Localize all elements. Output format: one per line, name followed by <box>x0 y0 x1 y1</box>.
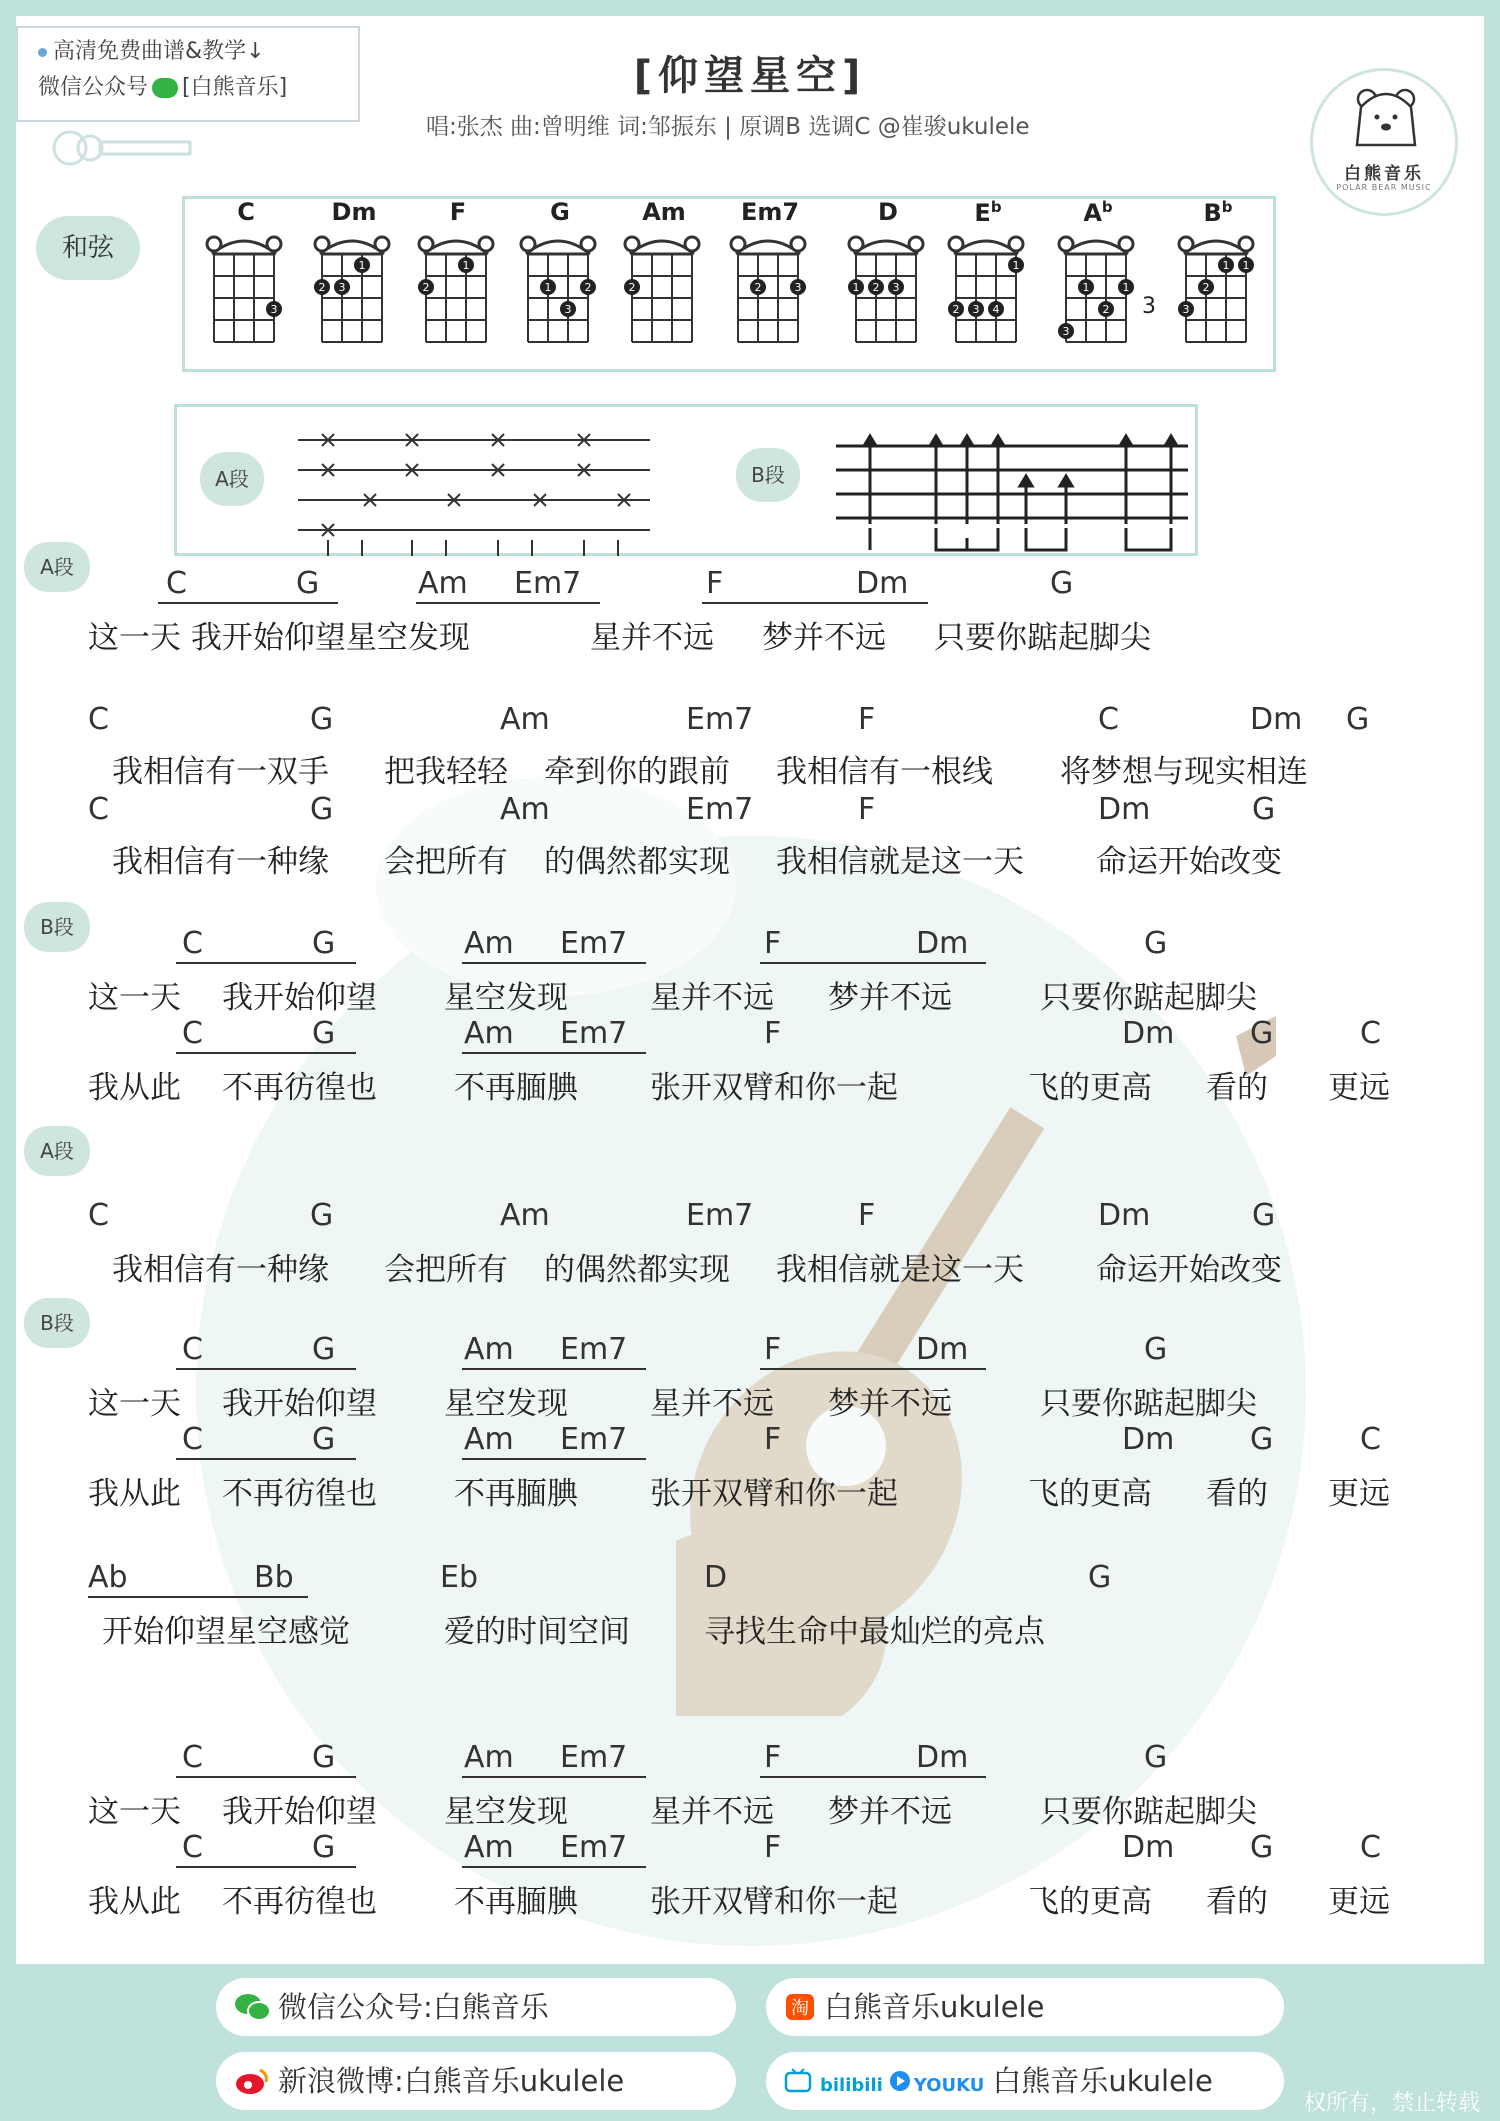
chord-symbol: F <box>764 1740 782 1775</box>
fret-position-marker: 3 <box>1142 294 1156 319</box>
chord-symbol: C <box>166 566 187 601</box>
lyric-text: 我从此 <box>88 1476 181 1512</box>
chord-name <box>846 198 930 226</box>
chord-symbol: Dm <box>1098 1198 1151 1233</box>
weibo-icon <box>234 2066 270 2096</box>
section-b-badge-1: B段 <box>24 902 90 952</box>
logo-subtext: POLAR BEAR MUSIC <box>1336 183 1432 192</box>
chord-underline <box>760 1368 986 1370</box>
chord-underline <box>176 1776 356 1778</box>
lyric-text: 张开双臂和你一起 <box>650 1476 898 1512</box>
strum-pattern-b <box>826 416 1206 556</box>
strum-arrow <box>1120 436 1132 446</box>
chord-section-badge: 和弦 <box>36 216 140 280</box>
finger-number: 2 <box>422 281 430 294</box>
chord-fretboard <box>518 228 602 358</box>
lyric-text: 更远 <box>1328 1884 1390 1920</box>
chord-accidental: b <box>1221 198 1233 216</box>
wechat-icon <box>234 1992 270 2022</box>
finger-number: 1 <box>358 259 366 272</box>
chord-symbol: Am <box>464 1016 514 1051</box>
bilibili-icon <box>784 2068 812 2094</box>
chord-symbol: F <box>858 702 876 737</box>
footer-video-text: 白熊音乐ukulele <box>992 2064 1213 2098</box>
chord-underline <box>158 602 338 604</box>
finger-number: 2 <box>872 281 880 294</box>
chord-name <box>204 198 288 226</box>
chord-symbol: Em7 <box>560 1830 628 1865</box>
chord-fretboard <box>312 228 396 358</box>
chord-symbol: G <box>1088 1560 1112 1595</box>
svg-text:淘: 淘 <box>791 1998 809 2019</box>
finger-number: 4 <box>992 303 1000 316</box>
chord-symbol: Am <box>500 792 550 827</box>
finger-number: 3 <box>794 281 802 294</box>
chord-symbol: G <box>1050 566 1074 601</box>
finger-number: 3 <box>270 303 278 316</box>
strum-arrow <box>1165 436 1177 446</box>
chord-symbol: Dm <box>1122 1830 1175 1865</box>
chord-fretboard <box>622 228 706 358</box>
lyric-text: 不再彷徨也 <box>222 1070 377 1106</box>
strum-arrow <box>961 436 973 446</box>
lyric-text: 梦并不远 <box>762 620 886 656</box>
footer-taobao-pill[interactable] <box>766 1978 1284 2036</box>
chord-fretboard <box>846 228 930 358</box>
chord-symbol: Am <box>418 566 468 601</box>
chord-underline <box>760 962 986 964</box>
chord-symbol: C <box>1360 1830 1381 1865</box>
lyric-text: 星空发现 <box>444 980 568 1016</box>
lyric-text: 这一天 我开始仰望星空发现 <box>88 620 470 656</box>
chord-underline <box>462 962 646 964</box>
youku-play-icon <box>889 2070 911 2092</box>
song-credits: 唱:张杰 曲:曾明维 词:邹振东 | 原调B 选调C @崔骏ukulele <box>426 114 1030 140</box>
promo-line1: 高清免费曲谱&教学↓ <box>53 39 265 64</box>
chord-underline <box>176 1866 356 1868</box>
lyric-text: 梦并不远 <box>828 980 952 1016</box>
chord-symbol: G <box>310 702 334 737</box>
lyric-text: 梦并不远 <box>828 1794 952 1830</box>
chord-name <box>728 198 812 226</box>
promo-account: [白熊音乐] <box>182 75 288 100</box>
finger-number: 3 <box>564 303 572 316</box>
strum-pattern-a <box>278 416 658 556</box>
lyric-text: 不再彷徨也 <box>222 1476 377 1512</box>
lyric-text: 命运开始改变 <box>1096 844 1282 880</box>
strum-arrow <box>930 436 942 446</box>
chord-name <box>1176 198 1260 227</box>
lyric-text: 张开双臂和你一起 <box>650 1884 898 1920</box>
finger-number: 1 <box>1122 281 1130 294</box>
lyric-row-a2 <box>16 746 1484 790</box>
chord-symbol: Dm <box>1122 1016 1175 1051</box>
lyric-text: 我相信有一种缘 <box>112 1252 329 1288</box>
strum-arrow <box>864 436 876 446</box>
chord-symbol: Dm <box>856 566 909 601</box>
chord-symbol: Em7 <box>686 702 754 737</box>
chord-symbol: D <box>704 1560 728 1595</box>
section-b-badge-2: B段 <box>24 1298 90 1348</box>
lyric-text: 星并不远 <box>650 980 774 1016</box>
chord-symbol: C <box>182 1332 203 1367</box>
finger-number: 1 <box>1222 259 1230 272</box>
chord-name-text: Dm <box>331 198 377 226</box>
chord-underline <box>416 602 600 604</box>
lyric-text: 只要你踮起脚尖 <box>1040 1794 1257 1830</box>
chord-symbol: F <box>764 1016 782 1051</box>
chord-underline <box>462 1866 646 1868</box>
finger-number: 3 <box>972 303 980 316</box>
chord-row-a3 <box>16 792 1484 828</box>
finger-number: 1 <box>462 259 470 272</box>
chord-symbol: G <box>312 1740 336 1775</box>
lyric-text: 寻找生命中最灿烂的亮点 <box>704 1614 1045 1650</box>
lyric-text: 只要你踮起脚尖 <box>934 620 1151 656</box>
finger-number: 2 <box>952 303 960 316</box>
chord-symbol: F <box>858 792 876 827</box>
chord-symbol: Em7 <box>686 1198 754 1233</box>
chord-symbol: G <box>1250 1016 1274 1051</box>
lyric-text: 星空发现 <box>444 1794 568 1830</box>
finger-number: 1 <box>1082 281 1090 294</box>
chord-underline <box>176 962 356 964</box>
chord-symbol: G <box>1346 702 1370 737</box>
chord-accidental: b <box>990 198 1002 216</box>
lyric-row-b1-i <box>16 972 1484 1016</box>
lyric-text: 我开始仰望 <box>222 1386 377 1422</box>
lyric-text: 将梦想与现实相连 <box>1060 754 1308 790</box>
chord-symbol: F <box>858 1198 876 1233</box>
chord-underline <box>760 1776 986 1778</box>
lyric-text: 我开始仰望 <box>222 1794 377 1830</box>
lyric-text: 我相信有一根线 <box>776 754 993 790</box>
chord-symbol: C <box>88 702 109 737</box>
lyric-text: 张开双臂和你一起 <box>650 1070 898 1106</box>
lyric-row-b2-iii <box>16 1876 1484 1920</box>
promo-wechat-label: 微信公众号 <box>38 75 149 100</box>
taobao-icon <box>784 1992 816 2022</box>
chord-name-text: D <box>878 198 898 226</box>
chord-fretboard <box>946 228 1030 358</box>
chord-symbol: C <box>1360 1422 1381 1457</box>
chord-row-b1-ii <box>16 1332 1484 1368</box>
chord-underline <box>462 1458 646 1460</box>
chord-symbol: G <box>1250 1830 1274 1865</box>
chord-symbol: G <box>310 792 334 827</box>
lyric-text: 星并不远 <box>650 1386 774 1422</box>
chord-name <box>1056 198 1140 227</box>
chord-symbol: Em7 <box>560 1740 628 1775</box>
lyric-text: 更远 <box>1328 1476 1390 1512</box>
finger-number: 1 <box>852 281 860 294</box>
lyric-text: 飞的更高 <box>1028 1070 1152 1106</box>
lyric-text: 我相信就是这一天 <box>776 844 1024 880</box>
chord-row-b1-i <box>16 926 1484 962</box>
finger-number: 2 <box>1102 303 1110 316</box>
chord-symbol: G <box>312 1332 336 1367</box>
chord-symbol: Am <box>464 926 514 961</box>
rhythm-b-badge: B段 <box>736 448 800 502</box>
chord-name <box>312 198 396 226</box>
chord-symbol: G <box>312 1830 336 1865</box>
finger-number: 1 <box>1012 259 1020 272</box>
finger-number: 3 <box>1062 325 1070 338</box>
score-sheet <box>16 16 1484 1964</box>
chord-name-text: A <box>1083 199 1102 227</box>
chord-symbol: Em7 <box>514 566 582 601</box>
strum-arrow <box>1060 476 1072 486</box>
lyric-row-a1 <box>16 612 1484 656</box>
lyric-text: 星并不远 <box>590 620 714 656</box>
chord-symbol: G <box>1144 1332 1168 1367</box>
lyric-text: 我从此 <box>88 1070 181 1106</box>
lyric-text: 会把所有 <box>384 844 508 880</box>
finger-number: 2 <box>754 281 762 294</box>
lyric-text: 的偶然都实现 <box>544 844 730 880</box>
chord-name-text: Em7 <box>740 198 800 226</box>
chord-name-text: E <box>974 199 991 227</box>
strum-arrow <box>1020 476 1032 486</box>
lyric-text: 不再腼腆 <box>454 1070 578 1106</box>
chord-underline <box>702 602 928 604</box>
chord-fretboard <box>1056 228 1140 358</box>
lyric-text: 这一天 <box>88 980 181 1016</box>
chord-symbol: Am <box>464 1740 514 1775</box>
lyric-text: 我相信有一种缘 <box>112 844 329 880</box>
chord-name <box>946 198 1030 227</box>
rhythm-a-badge: A段 <box>200 452 264 506</box>
lyric-text: 星空发现 <box>444 1386 568 1422</box>
chord-symbol: Em7 <box>560 1332 628 1367</box>
chord-underline <box>176 1368 356 1370</box>
lyric-row-b2-i <box>16 1062 1484 1106</box>
chord-symbol: Em7 <box>686 792 754 827</box>
logo-text: 白熊音乐 <box>1344 164 1424 184</box>
chord-accidental: b <box>1101 198 1113 216</box>
chord-row-b2-i <box>16 1016 1484 1052</box>
finger-number: 2 <box>628 281 636 294</box>
chord-symbol: Em7 <box>560 926 628 961</box>
chord-symbol: Am <box>464 1422 514 1457</box>
chord-symbol: C <box>1360 1016 1381 1051</box>
chord-symbol: F <box>764 1830 782 1865</box>
chord-symbol: F <box>706 566 724 601</box>
lyric-row-a4 <box>16 1244 1484 1288</box>
chord-symbol: Em7 <box>560 1016 628 1051</box>
chord-name <box>416 198 500 226</box>
lyric-text: 把我轻轻 <box>384 754 508 790</box>
chord-symbol: Am <box>500 1198 550 1233</box>
chord-symbol: Dm <box>916 1332 969 1367</box>
chord-underline <box>462 1776 646 1778</box>
youku-word: YOUKU <box>913 2075 985 2096</box>
chord-row-a2 <box>16 702 1484 738</box>
bilibili-word: bilibili <box>820 2075 883 2096</box>
finger-number: 2 <box>584 281 592 294</box>
lyric-text: 星并不远 <box>650 1794 774 1830</box>
chord-symbol: C <box>182 1016 203 1051</box>
chord-row-b2-ii <box>16 1422 1484 1458</box>
copyright-notice: 权所有，禁止转载 <box>1303 2091 1480 2116</box>
chord-underline <box>176 1458 356 1460</box>
lyric-text: 会把所有 <box>384 1252 508 1288</box>
chord-row-a1 <box>16 566 1484 602</box>
song-title: [仰望星空] <box>633 53 867 99</box>
finger-number: 3 <box>892 281 900 294</box>
chord-row-b2-iii <box>16 1830 1484 1866</box>
chord-row-a4 <box>16 1198 1484 1234</box>
lyric-text: 开始仰望星空感觉 <box>102 1614 350 1650</box>
chord-symbol: G <box>312 1422 336 1457</box>
lyric-row-b1-iii <box>16 1786 1484 1830</box>
chord-symbol: G <box>310 1198 334 1233</box>
chord-symbol: C <box>88 792 109 827</box>
chord-symbol: F <box>764 926 782 961</box>
finger-number: 2 <box>1202 281 1210 294</box>
lyric-text: 这一天 <box>88 1794 181 1830</box>
finger-number: 3 <box>338 281 346 294</box>
lyric-row-b2-ii <box>16 1468 1484 1512</box>
chord-name <box>518 198 602 226</box>
chord-symbol: C <box>1098 702 1119 737</box>
lyric-text: 我从此 <box>88 1884 181 1920</box>
footer-wechat-pill[interactable] <box>216 1978 736 2036</box>
lyric-text: 更远 <box>1328 1070 1390 1106</box>
lyric-text: 这一天 <box>88 1386 181 1422</box>
lyric-text: 飞的更高 <box>1028 1476 1152 1512</box>
chord-name-text: G <box>550 198 570 226</box>
chord-symbol: G <box>312 926 336 961</box>
ukulele-outline-icon <box>50 128 200 168</box>
chord-row-b1-iii <box>16 1740 1484 1776</box>
lyric-text: 命运开始改变 <box>1096 1252 1282 1288</box>
chord-symbol: Dm <box>1098 792 1151 827</box>
lyric-text: 我相信有一双手 <box>112 754 329 790</box>
chord-name-text: C <box>237 198 255 226</box>
lyric-row-a3 <box>16 836 1484 880</box>
chord-symbol: Dm <box>1250 702 1303 737</box>
lyric-text: 看的 <box>1206 1070 1268 1106</box>
chord-symbol: G <box>1144 1740 1168 1775</box>
chord-symbol: C <box>182 1740 203 1775</box>
chord-fretboard <box>728 228 812 358</box>
section-a-badge-2: A段 <box>24 1126 90 1176</box>
lyric-text: 梦并不远 <box>828 1386 952 1422</box>
lyric-text: 我开始仰望 <box>222 980 377 1016</box>
chord-symbol: F <box>764 1422 782 1457</box>
chord-symbol: G <box>312 1016 336 1051</box>
lyric-text: 不再腼腆 <box>454 1476 578 1512</box>
chord-symbol: G <box>1250 1422 1274 1457</box>
lyric-text: 只要你踮起脚尖 <box>1040 1386 1257 1422</box>
chord-symbol: C <box>182 926 203 961</box>
chord-underline <box>462 1368 646 1370</box>
lyric-row-b1-ii <box>16 1378 1484 1422</box>
chord-symbol: G <box>1252 792 1276 827</box>
chord-symbol: C <box>182 1422 203 1457</box>
finger-number: 2 <box>318 281 326 294</box>
chord-symbol: Eb <box>440 1560 478 1595</box>
lyric-text: 不再彷徨也 <box>222 1884 377 1920</box>
lyric-text: 飞的更高 <box>1028 1884 1152 1920</box>
chord-name <box>622 198 706 226</box>
chord-underline <box>176 1052 356 1054</box>
footer-weibo-text: 新浪微博:白熊音乐ukulele <box>278 2064 625 2098</box>
lyric-text: 爱的时间空间 <box>444 1614 630 1650</box>
chord-underline <box>88 1596 308 1598</box>
lyric-text: 牵到你的跟前 <box>544 754 730 790</box>
chord-symbol: Dm <box>916 1740 969 1775</box>
lyric-text: 的偶然都实现 <box>544 1252 730 1288</box>
lyric-text: 看的 <box>1206 1884 1268 1920</box>
chord-symbol: F <box>764 1332 782 1367</box>
section-a-badge-1: A段 <box>24 542 90 592</box>
finger-number: 3 <box>1182 303 1190 316</box>
brand-logo <box>1310 68 1458 216</box>
chord-symbol: Am <box>464 1830 514 1865</box>
chord-symbol: Ab <box>88 1560 128 1595</box>
chord-row-bridge <box>16 1560 1484 1596</box>
finger-number: 1 <box>544 281 552 294</box>
finger-number: 1 <box>1242 259 1250 272</box>
lyric-text: 只要你踮起脚尖 <box>1040 980 1257 1016</box>
chord-symbol: G <box>1144 926 1168 961</box>
footer-weibo-pill[interactable] <box>216 2052 736 2110</box>
footer-taobao-text: 白熊音乐ukulele <box>824 1990 1045 2024</box>
chord-name-text: F <box>449 198 467 226</box>
lyric-text: 不再腼腆 <box>454 1884 578 1920</box>
chord-symbol: C <box>88 1198 109 1233</box>
chord-symbol: G <box>296 566 320 601</box>
chord-symbol: Dm <box>916 926 969 961</box>
chord-symbol: Em7 <box>560 1422 628 1457</box>
chord-symbol: Am <box>500 702 550 737</box>
chord-fretboard <box>416 228 500 358</box>
footer-video-pill[interactable] <box>766 2052 1284 2110</box>
chord-symbol: G <box>1252 1198 1276 1233</box>
lyric-text: 看的 <box>1206 1476 1268 1512</box>
lyric-row-bridge <box>16 1606 1484 1650</box>
lyric-text: 我相信就是这一天 <box>776 1252 1024 1288</box>
chord-fretboard <box>1176 228 1260 358</box>
strum-arrow <box>992 436 1004 446</box>
chord-name-text: B <box>1203 199 1222 227</box>
chord-name-text: Am <box>642 198 686 226</box>
chord-symbol: Am <box>464 1332 514 1367</box>
polar-bear-icon <box>1353 85 1419 155</box>
chord-symbol: Bb <box>254 1560 294 1595</box>
chord-symbol: C <box>182 1830 203 1865</box>
chord-symbol: Dm <box>1122 1422 1175 1457</box>
chord-underline <box>462 1052 646 1054</box>
footer-wechat-text: 微信公众号:白熊音乐 <box>278 1990 549 2024</box>
chord-fretboard <box>204 228 288 358</box>
